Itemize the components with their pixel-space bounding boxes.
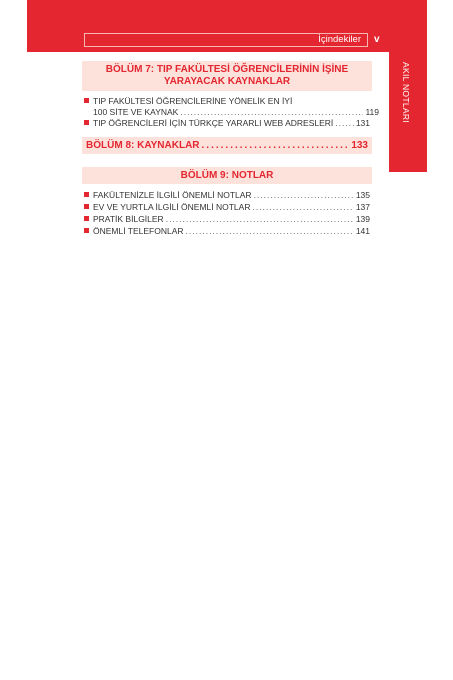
toc-entry[interactable] (84, 226, 370, 237)
toc-page-number: 139 (355, 214, 370, 224)
bullet-icon (84, 228, 89, 233)
bullet-icon (84, 98, 89, 103)
toc-entry[interactable] (84, 214, 370, 225)
chapter-9-heading: BÖLÜM 9: NOTLAR (82, 167, 372, 184)
side-tab-label: AKIL NOTLARI (401, 62, 411, 123)
chapter-8-page-number: 133 (351, 140, 368, 151)
chapter-8-heading[interactable] (82, 137, 372, 154)
leader-dots (252, 202, 353, 213)
chapter-8-title: BÖLÜM 8: KAYNAKLAR (86, 140, 200, 151)
bullet-icon (84, 192, 89, 197)
chapter-7-heading (82, 61, 372, 91)
leader-dots (254, 190, 354, 201)
chapter-7-title-line1: BÖLÜM 7: TIP FAKÜLTESİ ÖĞRENCİLERİNİN İŞİNE (105, 64, 349, 75)
header-title: İçindekiler (84, 33, 368, 47)
toc-entry-text: TIP ÖĞRENCİLERİ İÇİN TÜRKÇE YARARLI WEB ADRESLERİ (93, 118, 334, 128)
leader-dots (335, 118, 354, 129)
toc-page-number: 119 (365, 107, 379, 117)
toc-entry-text: ÖNEMLİ TELEFONLAR (93, 226, 184, 236)
toc-page-number: 135 (355, 190, 370, 200)
page-number: v (374, 34, 380, 45)
toc-entry-continued[interactable] (84, 107, 379, 118)
toc-entry[interactable] (84, 118, 370, 129)
leader-dots (186, 226, 354, 237)
toc-entry-text: PRATİK BİLGİLER (93, 214, 164, 224)
toc-entry-text: EV VE YURTLA İLGİLİ ÖNEMLİ NOTLAR (93, 202, 251, 212)
bullet-icon (84, 120, 89, 125)
bullet-icon (84, 204, 89, 209)
leader-dots (166, 214, 354, 225)
leader-dots (202, 137, 350, 154)
chapter-7-title-line2: YARAYACAK KAYNAKLAR (163, 76, 291, 87)
toc-page-number: 131 (355, 118, 370, 128)
toc-page-number: 141 (355, 226, 370, 236)
toc-entry-text: FAKÜLTENİZLE İLGİLİ ÖNEMLİ NOTLAR (93, 190, 252, 200)
toc-page-number: 137 (355, 202, 370, 212)
bullet-icon (84, 216, 89, 221)
toc-entry[interactable] (84, 190, 370, 201)
toc-entry-text: 100 SİTE VE KAYNAK (93, 107, 179, 117)
leader-dots (180, 107, 363, 118)
toc-entry-text: TIP FAKÜLTESİ ÖĞRENCİLERİNE YÖNELİK EN İYİ (93, 96, 293, 106)
toc-entry[interactable] (84, 96, 370, 107)
toc-entry[interactable] (84, 202, 370, 213)
